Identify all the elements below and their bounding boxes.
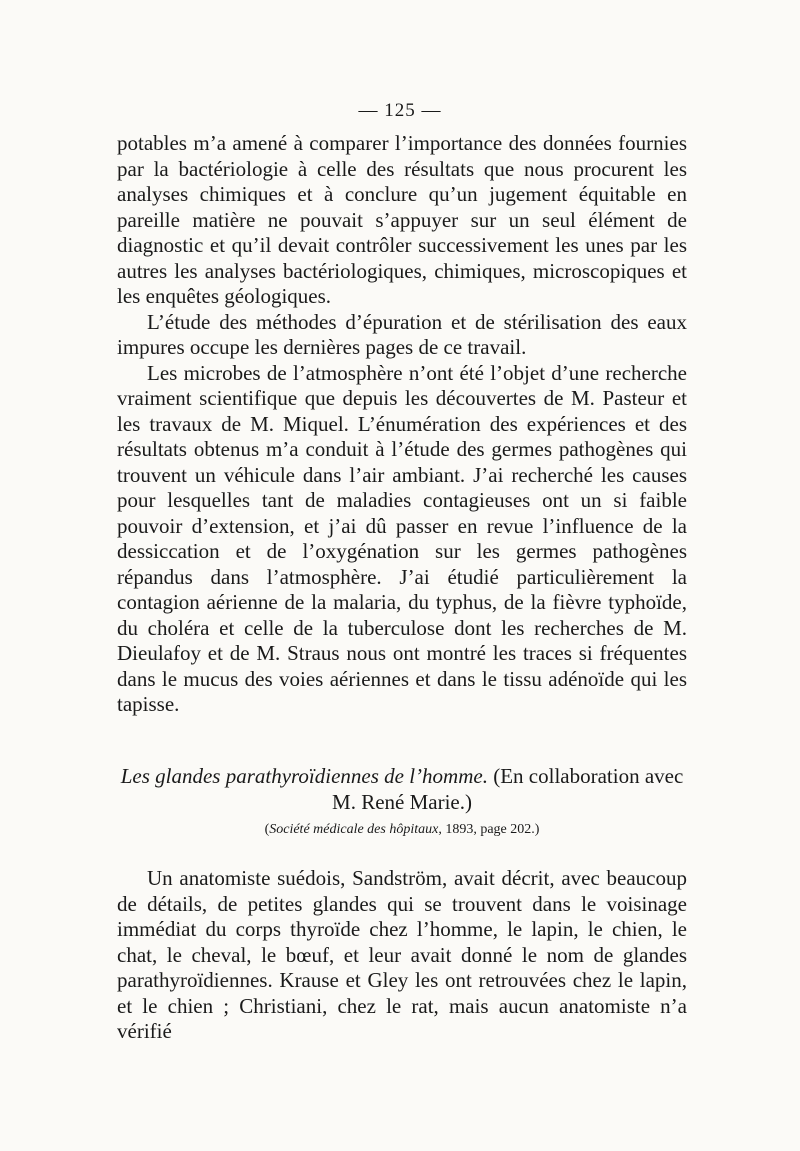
section-title-italic: Les glandes parathyroïdiennes de l’homme. [120,764,488,788]
page-number: — 125 — [358,100,442,121]
paragraph-sandstrom: Un anatomiste suédois, Sandström, avait décrit, avec beaucoup de détails, de petites glandes qui se trouvent dans le voisinage immédiat du corps thyroïde chez l’homme, le lapin, le chien, le chat, le cheval, le bœuf, et leur avait donné le nom de glandes parathyroïdiennes. Krause et Gley les ont retrouvées chez le lapin, et le chien ; Christiani, chez le rat, mais aucun anatomiste n’a vérifié [117,866,687,1043]
paragraph-continuation: potables m’a amené à comparer l’importance des données fournies par la bactériologie à celle des résultats que nous procurent les analyses chimiques et à conclure qu’un jugement équitable en pareille matière ne pouvait s’appuyer sur un seul élément de diagnostic et qu’il devait contrôler successivement les unes par les autres les analyses bactériologiques, chimiques, microscopiques et les enquêtes géologiques. [117,131,687,308]
paragraph-microbes-atmosphere: Les microbes de l’atmosphère n’ont été l’objet d’une recherche vraiment scientifique que depuis les découvertes de M. Pasteur et les travaux de M. Miquel. L’énumération des expériences et des résultats obtenus m’a conduit à l’étude des germes pathogènes qui trouvent un véhicule dans l’air ambiant. J’ai recherché les causes pour lesquelles tant de maladies contagieuses ont un si faible pouvoir d’extension, et j’ai dû passer en revue l’influence de la dessiccation et de l’oxygénation sur les germes pathogènes répandus dans l’atmosphère. J’ai étudié particulièrement la contagion aérienne de la malaria, du typhus, de la fièvre typhoïde, du choléra et celle de la tuberculose dont les recherches de M. Dieulafoy et de M. Straus nous ont montré les traces si fréquentes dans le mucus des voies aériennes et dans le tissu adénoïde qui les tapisse. [117,360,687,716]
section-title-collaboration: (En collaboration avec M. René Marie.) [332,764,684,814]
paragraph-epuration: L’étude des méthodes d’épuration et de stérilisation des eaux impures occupe les dernières pages de ce travail. [117,309,687,359]
reference-open-paren: ( [264,822,270,837]
section-heading [117,763,687,815]
text-block-bottom [117,866,687,1045]
reference-journal: Société médicale des hôpitaux [269,822,439,837]
section-reference [117,822,687,838]
text-block-top [117,131,687,718]
reference-details: , 1893, page 202.) [438,822,540,837]
